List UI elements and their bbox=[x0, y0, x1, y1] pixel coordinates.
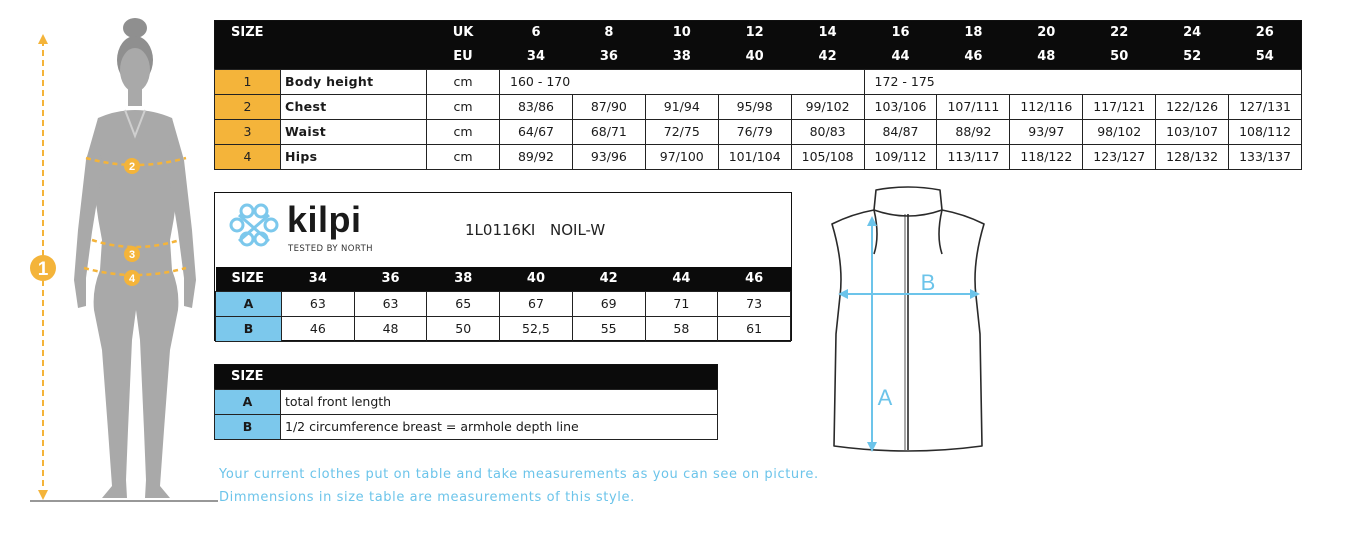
row-name: Chest bbox=[281, 95, 427, 120]
row-unit: cm bbox=[427, 70, 500, 95]
marker-height: 1 bbox=[37, 259, 49, 280]
product-size: 44 bbox=[645, 267, 718, 292]
eu-size: 40 bbox=[718, 45, 791, 70]
product-size-header bbox=[216, 267, 791, 292]
table-cell: 95/98 bbox=[718, 95, 791, 120]
table-cell: 101/104 bbox=[718, 145, 791, 170]
table-cell: 107/111 bbox=[937, 95, 1010, 120]
table-cell: 76/79 bbox=[718, 120, 791, 145]
table-cell: 112/116 bbox=[1010, 95, 1083, 120]
brand-tagline: TESTED BY NORTH bbox=[288, 244, 373, 254]
eu-size: 34 bbox=[500, 45, 573, 70]
row-number: 2 bbox=[215, 95, 281, 120]
table-cell: 109/112 bbox=[864, 145, 937, 170]
table-cell: 80/83 bbox=[791, 120, 864, 145]
table-cell: 67 bbox=[500, 292, 573, 317]
uk-size: 12 bbox=[718, 21, 791, 46]
body-figure bbox=[20, 10, 220, 510]
vest-label-a: A bbox=[877, 385, 893, 410]
legend-description: total front length bbox=[281, 390, 718, 415]
vest-diagram bbox=[822, 184, 994, 464]
product-size: 38 bbox=[427, 267, 500, 292]
uk-size: 6 bbox=[500, 21, 573, 46]
size-label-empty bbox=[215, 45, 427, 70]
size-header-uk bbox=[215, 21, 1302, 46]
table-row bbox=[215, 415, 718, 440]
table-cell: 98/102 bbox=[1083, 120, 1156, 145]
table-cell: 50 bbox=[427, 317, 500, 342]
table-cell: 118/122 bbox=[1010, 145, 1083, 170]
table-cell: 89/92 bbox=[500, 145, 573, 170]
product-size: 40 bbox=[500, 267, 573, 292]
size-label: SIZE bbox=[215, 21, 427, 46]
kilpi-knot-logo-icon bbox=[227, 201, 281, 255]
row-name: Body height bbox=[281, 70, 427, 95]
size-header-eu bbox=[215, 45, 1302, 70]
row-number: 1 bbox=[215, 70, 281, 95]
table-cell: 133/137 bbox=[1229, 145, 1302, 170]
note-line: Dimmensions in size table are measurements of this style. bbox=[219, 490, 635, 505]
table-cell: 72/75 bbox=[645, 120, 718, 145]
table-cell: 48 bbox=[354, 317, 427, 342]
table-row bbox=[216, 317, 791, 342]
table-cell: 61 bbox=[718, 317, 791, 342]
legend-description: 1/2 circumference breast = armhole depth line bbox=[281, 415, 718, 440]
table-cell: 87/90 bbox=[572, 95, 645, 120]
table-cell: 73 bbox=[718, 292, 791, 317]
row-name: Waist bbox=[281, 120, 427, 145]
table-cell: 123/127 bbox=[1083, 145, 1156, 170]
uk-size: 8 bbox=[572, 21, 645, 46]
note-line: Your current clothes put on table and take measurements as you can see on picture. bbox=[219, 467, 819, 482]
product-model: NOIL-W bbox=[550, 221, 606, 239]
table-cell: 113/117 bbox=[937, 145, 1010, 170]
row-unit: cm bbox=[427, 120, 500, 145]
table-row bbox=[216, 292, 791, 317]
eu-size: 36 bbox=[572, 45, 645, 70]
table-cell: 93/96 bbox=[572, 145, 645, 170]
table-cell: 108/112 bbox=[1229, 120, 1302, 145]
table-cell: 52,5 bbox=[500, 317, 573, 342]
uk-size: 16 bbox=[864, 21, 937, 46]
eu-size: 44 bbox=[864, 45, 937, 70]
size-label: SIZE bbox=[215, 365, 718, 390]
row-number: 4 bbox=[215, 145, 281, 170]
product-size: 42 bbox=[572, 267, 645, 292]
table-cell: 160 - 170 bbox=[500, 70, 865, 95]
table-cell: 103/106 bbox=[864, 95, 937, 120]
uk-size: 20 bbox=[1010, 21, 1083, 46]
product-size: 36 bbox=[354, 267, 427, 292]
size-table bbox=[214, 20, 1302, 170]
table-cell: 99/102 bbox=[791, 95, 864, 120]
table-cell: 63 bbox=[282, 292, 355, 317]
eu-size: 50 bbox=[1083, 45, 1156, 70]
product-size: 46 bbox=[718, 267, 791, 292]
table-cell: 58 bbox=[645, 317, 718, 342]
marker-waist: 3 bbox=[128, 249, 136, 261]
eu-size: 42 bbox=[791, 45, 864, 70]
eu-size: 54 bbox=[1229, 45, 1302, 70]
uk-size: 22 bbox=[1083, 21, 1156, 46]
table-cell: 88/92 bbox=[937, 120, 1010, 145]
table-cell: 91/94 bbox=[645, 95, 718, 120]
table-cell: 71 bbox=[645, 292, 718, 317]
eu-size: 48 bbox=[1010, 45, 1083, 70]
row-name: Hips bbox=[281, 145, 427, 170]
size-label: SIZE bbox=[216, 267, 282, 292]
row-key: B bbox=[216, 317, 282, 342]
row-number: 3 bbox=[215, 120, 281, 145]
vest-label-b: B bbox=[920, 270, 936, 295]
product-size: 34 bbox=[282, 267, 355, 292]
marker-chest: 2 bbox=[128, 161, 136, 173]
eu-size: 38 bbox=[645, 45, 718, 70]
table-row bbox=[215, 70, 1302, 95]
table-cell: 172 - 175 bbox=[864, 70, 1301, 95]
uk-size: 26 bbox=[1229, 21, 1302, 46]
table-row bbox=[215, 95, 1302, 120]
table-cell: 65 bbox=[427, 292, 500, 317]
system-eu: EU bbox=[427, 45, 500, 70]
table-cell: 69 bbox=[572, 292, 645, 317]
marker-hips: 4 bbox=[128, 273, 136, 285]
product-code: 1L0116KI bbox=[465, 221, 536, 239]
product-size-box bbox=[214, 192, 792, 341]
table-cell: 117/121 bbox=[1083, 95, 1156, 120]
row-key: A bbox=[216, 292, 282, 317]
table-cell: 93/97 bbox=[1010, 120, 1083, 145]
table-row bbox=[215, 390, 718, 415]
legend-header bbox=[215, 365, 718, 390]
table-cell: 127/131 bbox=[1229, 95, 1302, 120]
uk-size: 18 bbox=[937, 21, 1010, 46]
table-cell: 64/67 bbox=[500, 120, 573, 145]
table-cell: 105/108 bbox=[791, 145, 864, 170]
table-cell: 128/132 bbox=[1156, 145, 1229, 170]
brand-area bbox=[215, 193, 791, 267]
eu-size: 46 bbox=[937, 45, 1010, 70]
table-cell: 84/87 bbox=[864, 120, 937, 145]
row-key: A bbox=[215, 390, 281, 415]
brand-name: kilpi bbox=[287, 199, 362, 240]
table-cell: 97/100 bbox=[645, 145, 718, 170]
legend-table bbox=[214, 364, 718, 440]
table-cell: 83/86 bbox=[500, 95, 573, 120]
uk-size: 10 bbox=[645, 21, 718, 46]
table-cell: 55 bbox=[572, 317, 645, 342]
table-cell: 103/107 bbox=[1156, 120, 1229, 145]
eu-size: 52 bbox=[1156, 45, 1229, 70]
product-size-table bbox=[215, 267, 791, 342]
table-row bbox=[215, 120, 1302, 145]
row-unit: cm bbox=[427, 95, 500, 120]
uk-size: 14 bbox=[791, 21, 864, 46]
system-uk: UK bbox=[427, 21, 500, 46]
table-row bbox=[215, 145, 1302, 170]
uk-size: 24 bbox=[1156, 21, 1229, 46]
row-key: B bbox=[215, 415, 281, 440]
row-unit: cm bbox=[427, 145, 500, 170]
table-cell: 68/71 bbox=[572, 120, 645, 145]
table-cell: 63 bbox=[354, 292, 427, 317]
table-cell: 122/126 bbox=[1156, 95, 1229, 120]
table-cell: 46 bbox=[282, 317, 355, 342]
